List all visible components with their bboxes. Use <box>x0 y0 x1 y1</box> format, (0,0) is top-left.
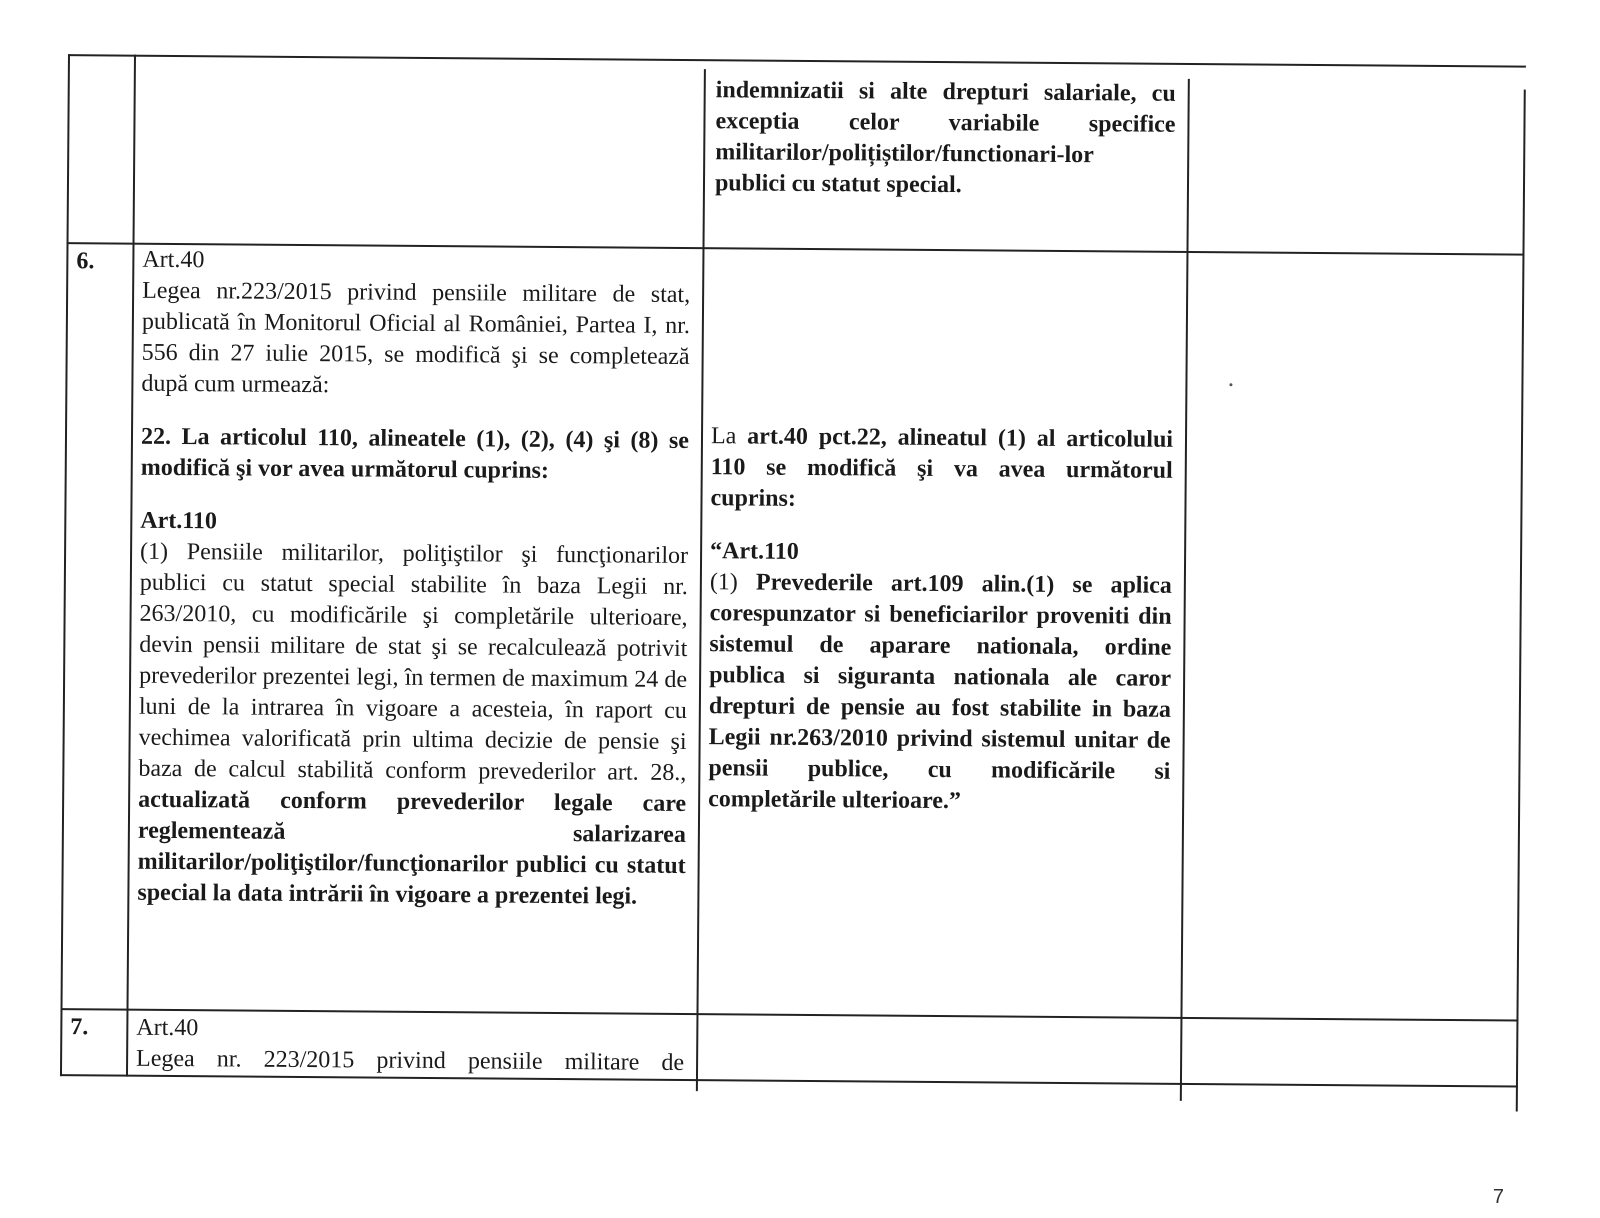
row-number-7: 7. <box>70 1014 89 1041</box>
article-ref: Art.40 <box>136 1014 199 1042</box>
text-line: indemnizatii si alte drepturi salariale, cu <box>715 77 1176 107</box>
proposal-paragraph <box>708 567 1172 819</box>
column-divider-2 <box>696 69 706 1091</box>
article-ref: Art.40 <box>142 246 205 274</box>
point-heading: 22. La articolul 110, alineatele (1), (2), (4) şi (8) se modifică şi vor avea următorul cuprins: <box>140 423 690 484</box>
table-border-bottom <box>60 1074 1518 1087</box>
row6-proposal-text <box>708 421 1173 819</box>
text-line: publici cu statut special. <box>714 170 962 199</box>
row6-initiative-text <box>137 245 690 913</box>
paragraph-regular: (1) Pensiile militarilor, poliţiştilor şi funcţionarilor publici cu statut special stabilite în baza Legii nr. 263/2010, cu modificările şi completările ulterioare, devin pensii militare de stat şi se recalculează potrivit prevederilor prezentei legi, în termen de maximum 24 de luni de la intrarea în vigoare a acesteia, în raport cu vechimea valorificată prin ultima decizie de pensie şi baza de calcul stabilită conform prevederilor art. 28., <box>138 538 689 787</box>
row-number-6: 6. <box>76 248 95 275</box>
paragraph-1 <box>137 537 688 913</box>
law-intro: Legea nr.223/2015 privind pensiile militare de stat, publicată în Monitorul Oficial al României, Partea I, nr. 556 din 27 iulie 2015, se modifică şi se completează după cum urmează: <box>141 277 691 399</box>
table-border-left <box>60 54 70 1076</box>
proposal-para-bold: Prevederile art.109 alin.(1) se aplica corespunzator si beneficiarilor proveniti din sistemul de aparare nationala, ordine publica si siguranta nationala ale caror drepturi de pensie au fost stabilite in baza Legii nr.263/2010 privind sistemul unitar de pensii publice, cu modificările si completările ulterioare.” <box>708 569 1172 815</box>
amendments-table <box>44 54 1552 1124</box>
proposal-para-prefix: (1) <box>709 569 757 596</box>
paragraph-bold: actualizată conform prevederilor legale care reglementează salarizarea militarilor/poliţiştilor/funcţionarilor publici cu statut special la data intrării în vigoare a prezentei legi. <box>137 786 687 910</box>
row7-initiative-text <box>136 1013 684 1079</box>
proposal-continuation <box>715 75 1176 203</box>
article-title: Art.110 <box>140 507 218 535</box>
column-divider-3 <box>1180 79 1190 1101</box>
column-divider-1 <box>126 55 136 1077</box>
table-border-right <box>1516 90 1526 1112</box>
page-number: 7 <box>1492 1186 1504 1208</box>
proposal-heading-text: art.40 pct.22, alineatul (1) al articolului 110 se modifică şi va avea următorul cuprins: <box>710 423 1174 512</box>
proposal-heading: La art.40 pct.22, alineatul (1) al articolului 110 se modifică şi va avea următorul cuprins: <box>710 423 1174 512</box>
proposal-article-title: “Art.110 <box>710 538 799 565</box>
text-line: militarilor/polițiștilor/functionari-lor <box>715 139 1094 169</box>
scan-speck <box>1229 383 1232 386</box>
law-intro-start: Legea nr. 223/2015 privind pensiile militare de <box>136 1045 685 1076</box>
table-border-top <box>68 54 1526 67</box>
text-line: exceptia celor variabile specifice <box>715 108 1176 138</box>
